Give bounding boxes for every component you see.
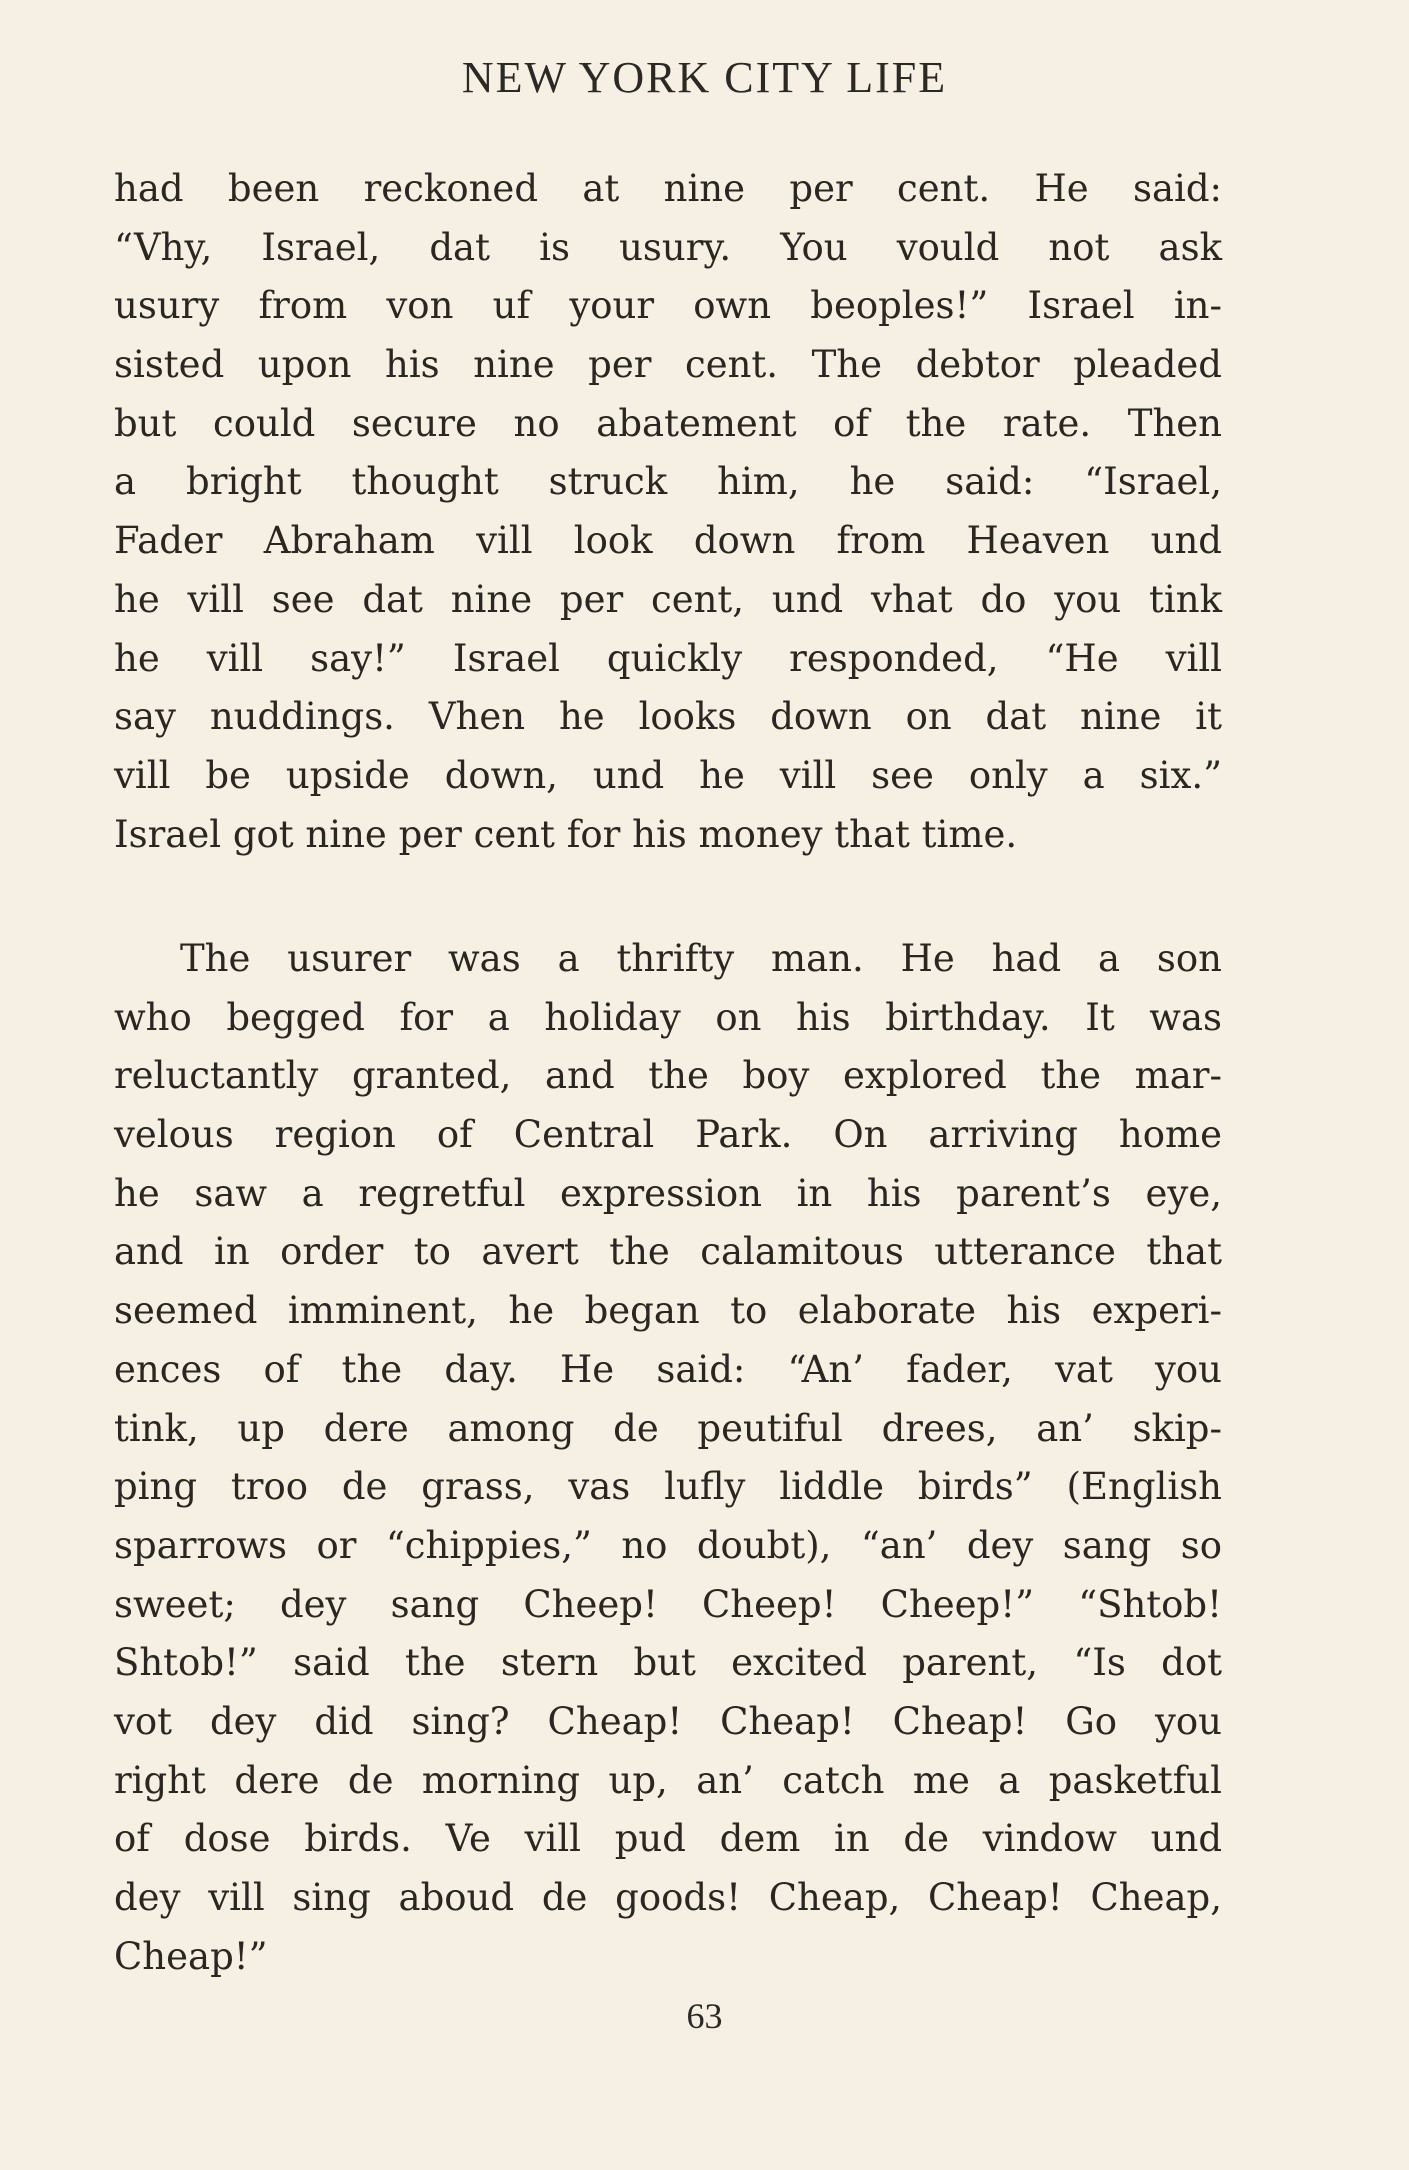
text-line: of dose birds. Ve vill pud dem in de vindow und	[114, 1817, 1222, 1861]
text-line: Fader Abraham vill look down from Heaven und	[114, 519, 1222, 563]
paragraph-1	[114, 160, 1222, 864]
text-line: sparrows or “chippies,” no doubt), “an’ dey sang so	[114, 1523, 1222, 1567]
text-line: seemed imminent, he began to elaborate his experi-	[114, 1289, 1222, 1333]
text-line: The usurer was a thrifty man. He had a son	[180, 937, 1222, 980]
text-line: who begged for a holiday on his birthday. It was	[114, 995, 1222, 1039]
text-line: vot dey did sing? Cheap! Cheap! Cheap! Go you	[114, 1699, 1222, 1743]
text-line: Israel got nine per cent for his money that time.	[114, 812, 1018, 856]
text-line: he vill see dat nine per cent, und vhat do you tink	[114, 577, 1222, 621]
text-line: dey vill sing aboud de goods! Cheap, Cheap! Cheap,	[114, 1876, 1222, 1919]
text-line: sisted upon his nine per cent. The debtor pleaded	[114, 343, 1222, 387]
text-line: but could secure no abatement of the rate. Then	[114, 401, 1222, 445]
text-line: Cheap!”	[114, 1934, 268, 1978]
text-line: he vill say!” Israel quickly responded, “He vill	[114, 636, 1222, 680]
text-line: right dere de morning up, an’ catch me a pasketful	[114, 1758, 1222, 1802]
text-line: and in order to avert the calamitous utterance that	[114, 1230, 1222, 1274]
text-line: usury from von uf your own beoples!” Israel in-	[114, 284, 1222, 328]
text-line: tink, up dere among de peutiful drees, an’ skip-	[114, 1406, 1222, 1450]
text-line: reluctantly granted, and the boy explored the mar-	[114, 1054, 1222, 1098]
text-line: Shtob!” said the stern but excited parent, “Is dot	[114, 1641, 1222, 1685]
text-line: ences of the day. He said: “An’ fader, vat you	[114, 1347, 1222, 1391]
text-line: had been reckoned at nine per cent. He said:	[114, 167, 1222, 210]
text-line: sweet; dey sang Cheep! Cheep! Cheep!” “Shtob!	[114, 1582, 1222, 1626]
text-line: “Vhy, Israel, dat is usury. You vould not ask	[114, 225, 1222, 269]
running-head: NEW YORK CITY LIFE	[461, 53, 948, 102]
text-line: ping troo de grass, vas lufly liddle birds” (English	[114, 1465, 1222, 1509]
text-line: say nuddings. Vhen he looks down on dat nine it	[114, 695, 1222, 739]
text-line: velous region of Central Park. On arriving home	[114, 1113, 1222, 1157]
paragraph-2	[114, 930, 1222, 1986]
text-line: he saw a regretful expression in his parent’s eye,	[114, 1171, 1222, 1215]
text-line: vill be upside down, und he vill see only a six.”	[114, 753, 1222, 797]
page-number: 63	[686, 1996, 723, 2036]
text-line: a bright thought struck him, he said: “Israel,	[114, 460, 1222, 504]
